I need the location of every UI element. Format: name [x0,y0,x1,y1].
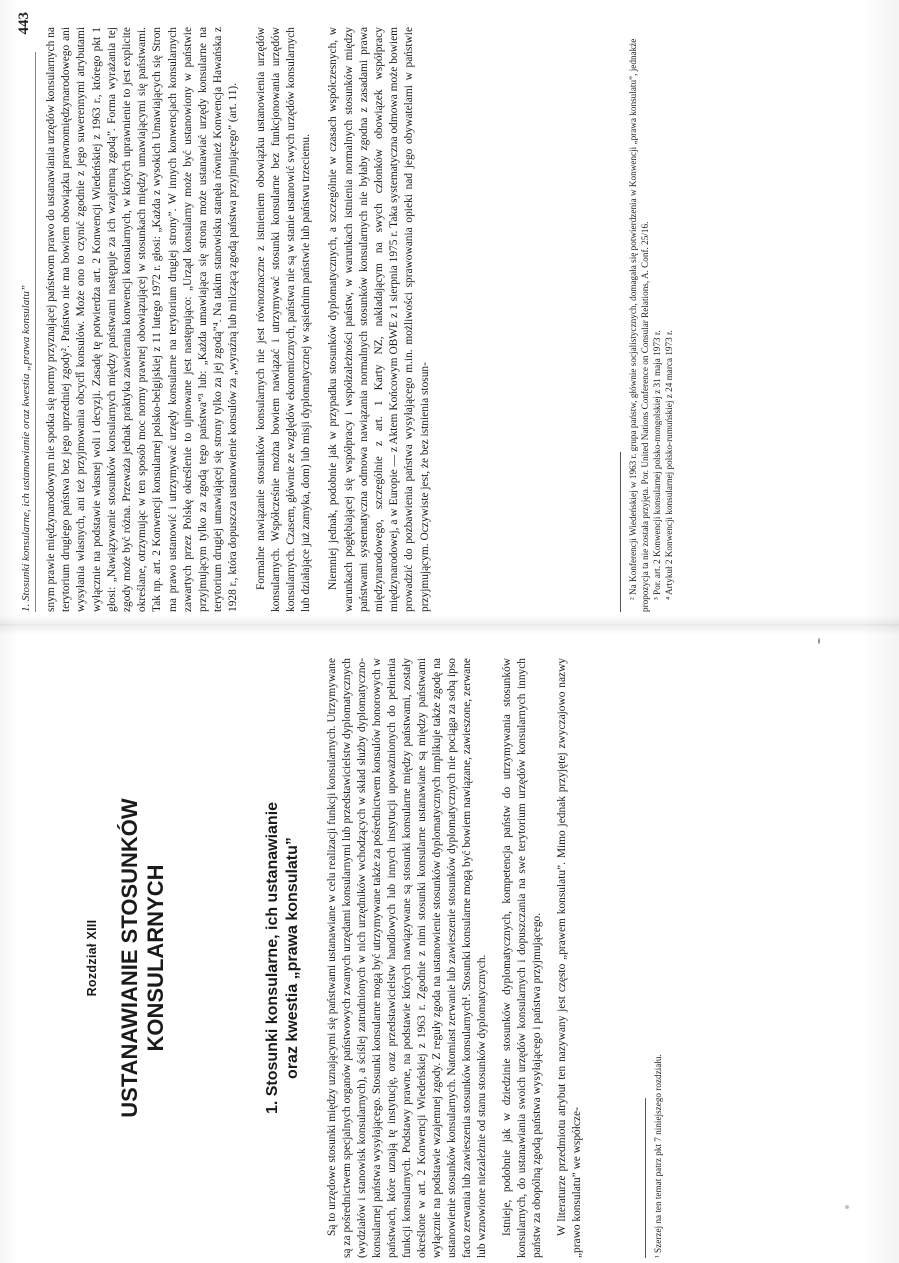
body-text [325,658,585,1258]
footnote: ¹ Szerzej na ten temat patrz pkt 7 niniejszego rozdziału. [653,1054,663,1258]
chapter-title-line: USTANAWIANIE STOSUNKÓW [117,798,142,1118]
page-443 [0,0,899,620]
paragraph: W literaturze przedmiotu atrybut ten nazywany jest często „prawem konsulatu”. Mimo jednak przyjętej zwyczajowo nazwy „prawo konsulatu” we współcze- [556,658,583,1258]
paragraph: snym prawie międzynarodowym nie spotka się normy przyznającej państwom prawo do ustanawiania urzędów konsularnych na terytorium drugiego państwa bez jego uprzedniej zgody². Państwo nie ma bowiem obowiązku prawnomiędzynarodowego ani wysyłania własnych, ani też przyjmowania obcych konsulów. Może ono to czynić zgodnie z jego suwerennymi atrybutami wyłącznie na podstawie własnej woli i decyzji. Zasadę tę potwierdza art. 2 Konwencji Wiedeńskiej z 1963 r., którego pkt 1 głosi: „Nawiązywanie stosunków konsularnych między państwami następuje za ich wzajemną zgodą”. Forma wyrażania tej zgody może być różna. Przeważa jednak praktyka zawierania konwencji konsularnych, w których uprawnienie to jest explicite określane, otrzymując w ten sposób moc normy prawnej obowiązującej w stosunkach między umawiającymi się państwami. Tak np. art. 2 Konwencji konsularnej polsko-belgijskiej z 11 lutego 1972 r. głosi: „Każda z wysokich Umawiających się Stron ma prawo ustanowić i utrzymywać urzędy konsularne na terytorium drugiej strony”. W innych konwencjach konsularnych zawartych przez Polskę określenie to ujmowane jest następująco: „Urząd konsularny może być ustanowiony w państwie przyjmującym tylko za zgodą tego państwa”³ lub: „Każda umawiająca się strona może ustanawiać urzędy konsularne na terytorium drugiej umawiającej się strony tylko za jej zgodą”⁴. Na takim stanowisku stanęła również Konwencja Hawańska z 1928 r., która dopuszcza ustanowienie konsulów za „wyraźną lub milczącą zgodą państwa przyjmującego” (art. 11). [45,27,240,612]
footnote: ² Na Konferencji Wiedeńskiej w 1963 r. grupa państw, głównie socjalistycznych, domagała się potwierdzenia w Konwencji „prawa konsulatu”, jednakże propozycja ta nie została przyjęta. Por. United Nations Conference on Consular Relations, A. Conf. 25/16. [628,38,650,612]
paragraph: Niemniej jednak, podobnie jak w przypadku stosunków dyplomatycznych, a szczególnie w czasach współczesnych, w warunkach pogłębiającej się współpracy i współzależności państw, w warunkach istnienia normalnych stosunków między państwami systematyczna odmowa nawiązania normalnych stosunków konsularnych nie byłaby zgodna z zasadami prawa międzynarodowego, szczególnie z art. 1 Karty NZ, nakładającym na swych członków obowiązek współpracy międzynarodowej, a w Europie — z Aktem Końcowym OBWE z 1 sierpnia 1975 r. Taka systematyczna odmowa może bowiem prowadzić do pozbawienia państwa wysyłającego m.in. możliwości sprawowania opieki nad jego obywatelami w państwie przyjmującym. Oczywiste jest, że bez istnienia stosun- [327,27,431,612]
page-442 [0,620,899,1263]
running-head: 1. Stosunki konsularne, ich ustanawianie oraz kwestia „prawa konsulatu” [20,52,36,612]
page-number: 443 [16,12,32,35]
footnotes [620,27,675,612]
page-442-rotated-content [85,618,865,1258]
chapter-label: Rozdział XIII [85,919,99,997]
paragraph: Są to urzędowe stosunki między uznającymi się państwami ustanawiane w celu realizacji funkcji konsularnych. Utrzymywane są za pośrednictwem specjalnych organów państwowych zwanych urzędami konsularnymi lub przedstawicielstw dyplomatycznych (wydziałów i stanowisk konsularnych), a ściślej zatrudnionych w nich urzędników wchodzących w skład służby dyplomatyczno-konsularnej państwa wysyłającego. Stosunki konsularne mogą być utrzymywane także za pośrednictwem konsulów honorowych w państwach, które uznają tę instytucję, oraz przedstawicielstw handlowych lub innych instytucji upoważnionych do pełnienia funkcji konsularnych. Podstawy prawne, na podstawie których nawiązywane są stosunki konsularne między państwami, zostały określone w art. 2 Konwencji Wiedeńskiej z 1963 r. Zgodnie z nimi stosunki konsularne ustanawiane są między państwami wyłącznie na podstawie wzajemnej zgody. Z reguły zgoda na ustanowienie stosunków dyplomatycznych implikuje także zgodę na ustanowienie stosunków konsularnych. Natomiast zerwanie lub zawieszenie stosunków dyplomatycznych nie pociąga za sobą ipso facto zerwania lub zawieszenia stosunków konsularnych¹. Stosunki konsularne mogą być bowiem nawiązane, zawieszone, zerwane lub wznowione niezależnie od stanu stosunków dyplomatycznych. [326,658,488,1258]
footnote-rule [645,1098,646,1258]
chapter-title-line: KONSULARNYCH [143,864,168,1052]
section-heading [263,658,303,1258]
footnote: ³ Por. art. 2 Konwencji konsularnej polsko-mongolskiej z 31 maja 1973 r. [652,330,662,600]
section-heading-line: oraz kwestia „prawa konsulatu” [284,837,301,1079]
footnote: ⁴ Artykuł 2 Konwencji konsularnej polsko-rumuńskiej z 24 marca 1973 r. [664,330,674,600]
footnotes [645,658,664,1258]
chapter-title [117,658,169,1258]
page-443-rotated-content [16,12,880,612]
footnote-rule [620,452,621,612]
paragraph: Istnieje, podobnie jak w dziedzinie stosunków dyplomatycznych, kompetencja państw do utrzymywania stosunków konsularnych, do ustanawiania swoich urzędów konsularnych i dopuszczania na swe terytorium urzędów konsularnych innych państw za obopólną zgodą państwa wysyłającego i państwa przyjmującego. [501,658,543,1258]
section-heading-line: 1. Stosunki konsularne, ich ustanawianie [264,801,281,1115]
body-text [44,27,433,612]
paragraph: Formalne nawiązanie stosunków konsularnych nie jest równoznaczne z istnieniem obowiązku ustanowienia urzędów konsularnych. Współcześnie można bowiem nawiązać i utrzymywać stosunki konsularne bez funkcjonowania urzędów konsularnych. Czasem, głównie ze względów ekonomicznych, państwa nie są w stanie ustanowić swych urzędów konsularnych lub działające już zamyka, dom) lub misji dyplomatycznej w sąsiednim państwie lub państwu trzeciemu. [254,27,313,612]
